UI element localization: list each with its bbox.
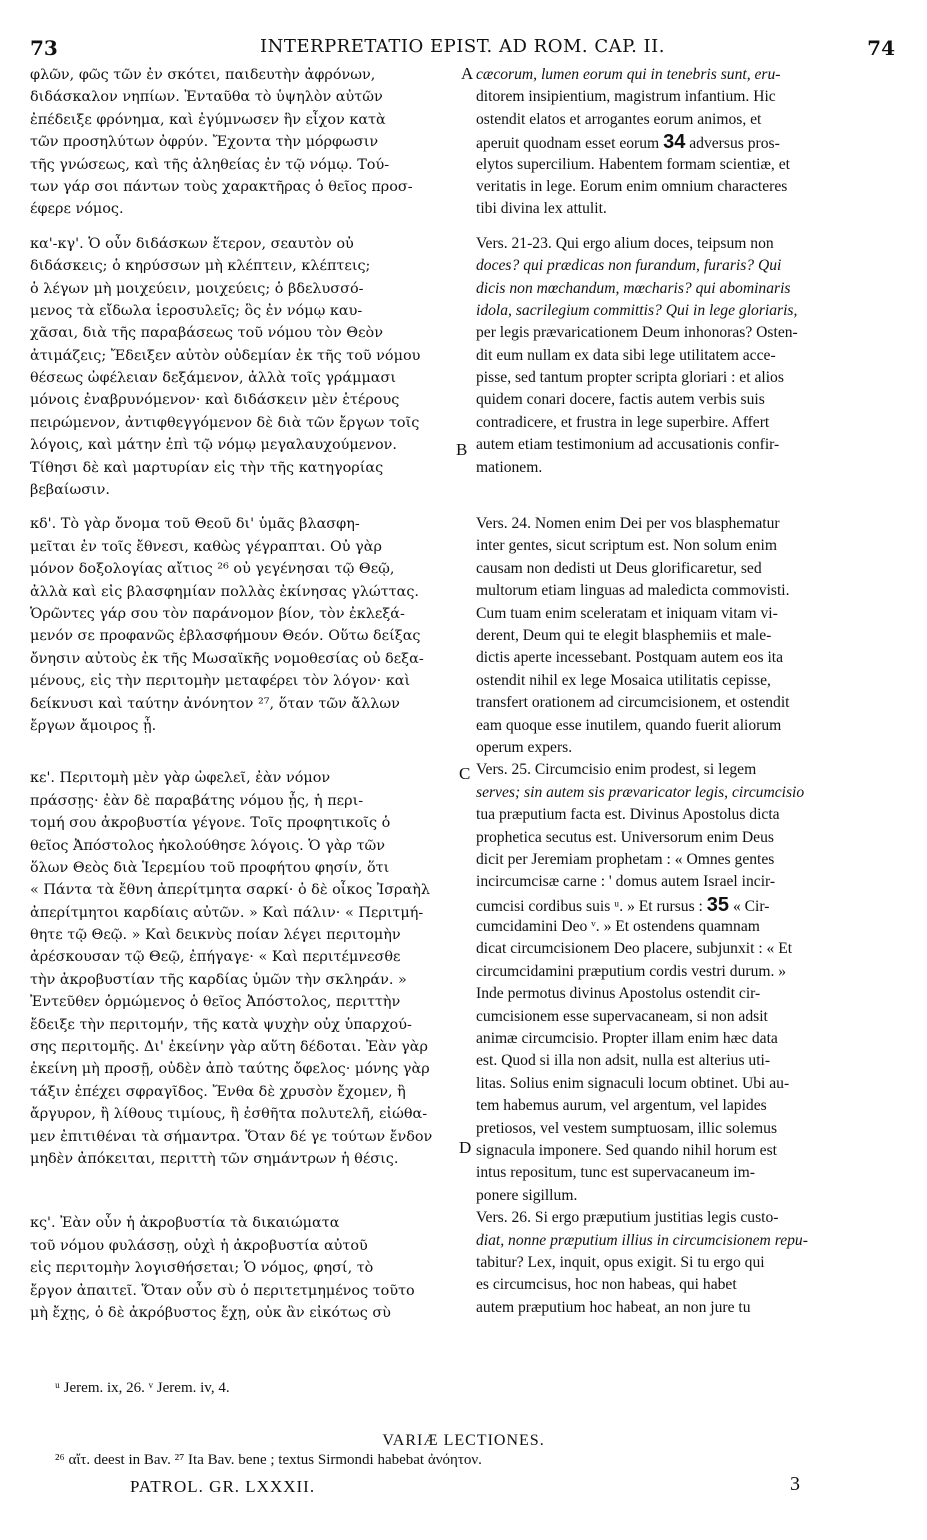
text-line: dicit per Jeremiam prophetam : « Omnes gentes xyxy=(476,850,775,868)
variae-lectiones-text: ²⁶ αἴτ. deest in Bav. ²⁷ Ita Bav. bene ; textus Sirmondi habebat ἀνόητον. xyxy=(55,1452,482,1468)
text-line: autem etiam testimonium ad accusationis confir- xyxy=(476,436,780,454)
text-line: autem præputium hoc habeat, an non jure tu xyxy=(476,1298,751,1316)
text-line: Vers. 25. Circumcisio enim prodest, si legem xyxy=(476,761,757,779)
text-line: ἀπερίτμητοι καρδίαις αὐτῶν. » Καὶ πάλιν· « Περιτμή- xyxy=(30,904,424,921)
text-line: ὅλων Θεὸς διὰ Ἱερεμίου τοῦ προφήτου φησίν, ὅτι xyxy=(30,859,390,876)
text-line: ostendit nihil ex lege Mosaica utilitatis cepisse, xyxy=(476,671,771,689)
text-line: tabitur? Lex, inquit, opus exigit. Si tu ergo qui xyxy=(476,1253,765,1271)
margin-letter-d: D xyxy=(459,1138,472,1157)
text-line: per legis prævaricationem Deum inhonoras? Osten- xyxy=(476,324,798,342)
text-line: ἔργων ἄμοιρος ᾖ. xyxy=(30,717,157,734)
text-line: λόγοις, καὶ μάτην ἐπὶ τῷ νόμῳ μεγαλαυχούμενον. xyxy=(30,437,397,454)
text-line: φλῶν, φῶς τῶν ἐν σκότει, παιδευτὴν ἀφρόνων, xyxy=(30,67,376,83)
greek-block-4 xyxy=(30,767,455,1170)
variae-lectiones-title: VARIÆ LECTIONES. xyxy=(382,1432,545,1449)
text-line: τὴν ἀκροβυστίαν τῆς καρδίας ὑμῶν τὴν σκληράν. » xyxy=(30,971,407,988)
text-line: pisse, sed tantum propter scripta gloriari : et alios xyxy=(476,369,784,387)
latin-block-2 xyxy=(476,233,894,479)
greek-block-3 xyxy=(30,513,455,737)
text-line: πειρώμενον, ἀντιφθεγγόμενον δὲ διὰ τῶν ἔργων τοῖς xyxy=(30,414,420,431)
text-line: ἀλλὰ καὶ εἰς βλασφημίαν πολλὰς ἐκίνησας γλώττας. xyxy=(30,583,419,600)
text-line: σης περιτομῆς. Δι' ἐκείνην γὰρ αὕτη δέδοται. Ἐὰν γὰρ xyxy=(30,1039,428,1056)
latin-column xyxy=(476,64,894,1319)
text-line: ἀρέσκουσαν τῷ Θεῷ, ἐπήγαγε· « Καὶ περιτέμνεσθε xyxy=(30,949,401,966)
text-line: μόνον δοξολογίας αἴτιος ²⁶ οὐ γεγένησαι τῷ Θεῷ, xyxy=(30,561,395,578)
text-line: μηδὲν ἀπόκειται, περιττὴ τῶν σημάντρων ἡ θέσις. xyxy=(30,1150,399,1167)
greek-block-2 xyxy=(30,233,455,502)
text-segment: « Cir- xyxy=(732,897,770,915)
text-line xyxy=(476,131,894,153)
text-line: inter gentes, sicut scriptum est. Non solum enim xyxy=(476,537,778,555)
text-line: τῶν προσηλύτων ὀφρύν. Ἔχοντα τὴν μόρφωσιν xyxy=(30,134,379,151)
margin-letter-b: B xyxy=(456,440,468,459)
text-line: ἐκείνη μὴ προσῇ, οὐδὲν ἀπὸ ταύτης ὄφελος· μόνης γὰρ xyxy=(30,1061,430,1078)
text-line: ὁ λέγων μὴ μοιχεύειν, μοιχεύεις; ὁ βδελυσσό- xyxy=(30,280,364,297)
greek-block-1 xyxy=(30,64,455,221)
text-line: litas. Solius enim signaculi locum obtinet. Ubi au- xyxy=(476,1074,790,1092)
running-title: INTERPRETATIO EPIST. AD ROM. CAP. II. xyxy=(260,36,665,57)
column-marker-35: 35 xyxy=(706,893,730,916)
text-line: μὴ ἔχῃς, ὁ δὲ ἀκρόβυστος ἔχῃ, οὐκ ἂν εἰκότως σὺ xyxy=(30,1304,391,1321)
text-line: διδάσκεις; ὁ κηρύσσων μὴ κλέπτειν, κλέπτεις; xyxy=(30,258,371,275)
text-line: serves; sin autem sis prævaricator legis, circumcisio xyxy=(476,783,805,801)
text-line: δείκνυσι καὶ ταύτην ἀνόνητον ²⁷, ὅταν τῶν ἄλλων xyxy=(30,695,400,712)
text-line: πράσσῃς· ἐὰν δὲ παραβάτης νόμου ᾖς, ἡ περι- xyxy=(30,792,364,809)
text-line: intus repositum, tunc est supervacaneum im- xyxy=(476,1164,755,1182)
latin-block-1 xyxy=(476,64,894,221)
margin-letter-a: A xyxy=(461,64,474,83)
text-line: ponere sigillum. xyxy=(476,1186,578,1204)
text-line: βεβαίωσιν. xyxy=(30,482,110,499)
greek-block-5 xyxy=(30,1212,455,1324)
text-line: cæcorum, lumen eorum qui in tenebris sunt, eru- xyxy=(476,66,781,83)
text-line: μενόν σε προφανῶς ἐβλασφήμουν Θεόν. Οὕτω δείξας xyxy=(30,628,421,645)
text-line: transfert orationem ad circumcisionem, et ostendit xyxy=(476,694,790,712)
text-line: pretiosos, vel vestem sumptuosam, illic solemus xyxy=(476,1119,778,1137)
text-line: dicis non mœchandum, mœcharis? qui abominaris xyxy=(476,279,791,297)
text-line: causam non dedisti ut Deus glorificaretur, sed xyxy=(476,559,762,577)
column-marker-34: 34 xyxy=(663,131,686,154)
latin-block-3 xyxy=(476,513,894,759)
text-segment: aperuit quodnam esset eorum xyxy=(476,135,660,153)
text-line: eam quoque esse inutilem, quando fuerit aliorum xyxy=(476,716,782,734)
text-line: Ἐντεῦθεν ὁρμώμενος ὁ θεῖος Ἀπόστολος, περιττὴν xyxy=(30,994,401,1011)
text-line: Τίθησι δὲ καὶ μαρτυρίαν εἰς τὴν τῆς κατηγορίας xyxy=(30,459,384,476)
text-line: τάξιν ἐπέχει σφραγῖδος. Ἔνθα δὲ χρυσὸν ἔχομεν, ἢ xyxy=(30,1083,406,1100)
text-line: ἔδειξε τὴν περιτομήν, τῆς κατὰ ψυχὴν οὐχ ὑπαρχού- xyxy=(30,1016,412,1033)
text-line: μεν ἐπιτιθέναι τὰ σήμαντρα. Ὅταν δέ γε τούτων ἔνδον xyxy=(30,1128,433,1145)
text-line: operum expers. xyxy=(476,738,573,756)
page-header xyxy=(30,36,895,60)
text-line: Inde permotus divinus Apostolus ostendit cir- xyxy=(476,985,761,1003)
page-number-left: 73 xyxy=(30,36,58,60)
text-line: ἔργον ἀπαιτεῖ. Ὅταν οὖν σὺ ὁ περιτετμημένος τοῦτο xyxy=(30,1282,415,1299)
text-line: Ὁρῶντες γάρ σου τὸν παράνομον βίον, τὸν ἐκλεξά- xyxy=(30,605,405,622)
greek-column xyxy=(30,64,455,1324)
text-line: doces? qui prædicas non furandum, furaris? Qui xyxy=(476,257,782,275)
patrology-signature: PATROL. GR. LXXXII. xyxy=(130,1477,316,1496)
gathering-signature: 3 xyxy=(790,1473,800,1495)
text-line: τῆς γνώσεως, καὶ τῆς ἀληθείας ἐν τῷ νόμῳ. Τού- xyxy=(30,156,390,173)
text-line: tibi divina lex attulit. xyxy=(476,200,607,218)
text-line: ἄργυρον, ἢ λίθους τιμίους, ἢ ἐσθῆτα πολυτελῆ, εἰώθα- xyxy=(30,1106,428,1123)
text-line: ostendit elatos et arrogantes eorum animos, et xyxy=(476,110,762,128)
text-line: signacula imponere. Sed quando nihil horum est xyxy=(476,1141,777,1159)
text-line: multorum etiam linguas ad maledicta commovisti. xyxy=(476,582,790,600)
text-line: es circumcisus, hoc non habeas, qui habet xyxy=(476,1276,737,1294)
text-line: derent, Deum qui te elegit blasphemiis et male- xyxy=(476,626,772,644)
text-line: εἰς περιτομὴν λογισθήσεται; Ὁ νόμος, φησί, τὸ xyxy=(30,1260,374,1277)
text-line: έφερε νόμος. xyxy=(30,201,124,218)
text-line: tem habemus aurum, vel argentum, vel lapides xyxy=(476,1097,767,1115)
text-line: animæ circumcisio. Propter illam enim hæc data xyxy=(476,1030,778,1048)
text-line: quidem conari docere, factis autem verbis suis xyxy=(476,391,765,409)
text-line: τομή σου ἀκροβυστία γέγονε. Τοῖς προφητικοῖς ὁ xyxy=(30,815,391,832)
text-line: idola, sacrilegium committis? Qui in lege gloriaris, xyxy=(476,301,798,319)
text-line: veritatis in lege. Eorum enim omnium characteres xyxy=(476,177,788,195)
text-line: μόνοις ἐναβρυνόμενον· καὶ διδάσκειν μὲν ἑτέρους xyxy=(30,392,400,409)
text-line: cumcidamini Deo ᵛ. » Et ostendens quamnam xyxy=(476,918,760,936)
text-line: diat, nonne præputium illius in circumcisionem repu- xyxy=(476,1231,808,1249)
text-line: elytos supercilium. Habentem formam scientiæ, et xyxy=(476,155,790,173)
text-line: est. Quod si illa non adsit, nulla est alterius uti- xyxy=(476,1052,771,1070)
text-segment: adversus pros- xyxy=(689,135,780,153)
text-line: θητε τῷ Θεῷ. » Καὶ δεικνὺς ποίαν λέγει περιτομὴν xyxy=(30,927,401,944)
text-line: ἐπέδειξε φρόνημα, καὶ ἐγύμνωσεν ἣν εἶχον κατὰ xyxy=(30,111,386,128)
text-line xyxy=(476,894,894,916)
text-line: incircumcisæ carne : ' domus autem Israel incir- xyxy=(476,873,776,891)
text-line: των γάρ σοι πάντων τοὺς χαρακτῆρας ὁ θεῖος προσ- xyxy=(30,178,413,195)
text-line: ditorem insipientium, magistrum infantium. Hic xyxy=(476,88,776,106)
text-line: Cum tuam enim sceleratam et iniquam vitam vi- xyxy=(476,604,778,622)
margin-letter-c: C xyxy=(459,764,471,783)
text-line: θεῖος Ἀπόστολος ἠκολούθησε λόγοις. Ὁ γὰρ τῶν xyxy=(30,837,386,854)
text-line: κε'. Περιτομὴ μὲν γὰρ ὠφελεῖ, ἐὰν νόμον xyxy=(30,770,331,787)
text-line: cumcisionem esse supervacaneam, si non adsit xyxy=(476,1007,768,1025)
text-line: Vers. 26. Si ergo præputium justitias legis custo- xyxy=(476,1209,779,1227)
text-line: contradicere, et frustra in lege superbire. Affert xyxy=(476,413,770,431)
footnotes: ᵘ Jerem. ix, 26. ᵛ Jerem. iv, 4. xyxy=(55,1380,230,1396)
text-line: χᾶσαι, διὰ τῆς παραβάσεως τοῦ νόμου τὸν Θεὸν xyxy=(30,325,383,342)
latin-block-5 xyxy=(476,1207,894,1319)
text-line: dictis aperte incessebant. Postquam autem eos ita xyxy=(476,649,784,667)
text-line: prophetica secutus est. Universorum enim Deus xyxy=(476,828,774,846)
latin-block-4 xyxy=(476,759,894,1207)
text-line: « Πάντα τὰ ἔθνη ἀπερίτμητα σαρκί· ὁ δὲ οἶκος Ἰσραὴλ xyxy=(30,882,430,899)
text-line: mationem. xyxy=(476,458,543,476)
text-line: μένους, εἰς τὴν περιτομὴν μεταφέρει τὸν λόγον· καὶ xyxy=(30,673,411,690)
text-line: κα'-κγ'. Ὁ οὖν διδάσκων ἕτερον, σεαυτὸν οὐ xyxy=(30,235,354,252)
text-line: ἀτιμάζεις; Ἔδειξεν αὐτὸν οὐδεμίαν ἐκ τῆς τοῦ νόμου xyxy=(30,347,421,364)
text-line: μενος τὰ εἴδωλα ἱεροσυλεῖς; ὃς ἐν νόμῳ καυ- xyxy=(30,302,363,319)
text-line: tua præputium facta est. Divinus Apostolus dicta xyxy=(476,806,780,824)
text-segment: cumcisi cordibus suis ᵘ. » Et rursus : xyxy=(476,897,703,915)
text-line: διδάσκαλον νηπίων. Ἐνταῦθα τὸ ὑψηλὸν αὐτῶν xyxy=(30,89,383,106)
text-line: κδ'. Τὸ γὰρ ὄνομα τοῦ Θεοῦ δι' ὑμᾶς βλασφη- xyxy=(30,516,360,533)
page-number-right: 74 xyxy=(867,36,895,60)
text-line: κς'. Ἐὰν οὖν ἡ ἀκροβυστία τὰ δικαιώματα xyxy=(30,1215,340,1232)
text-line: dit eum nullam ex data sibi lege utilitatem acce- xyxy=(476,346,776,364)
text-line: τοῦ νόμου φυλάσσῃ, οὐχὶ ἡ ἀκροβυστία αὐτοῦ xyxy=(30,1237,368,1254)
text-line: dicat circumcisionem Deo placere, subjunxit : « Et xyxy=(476,940,793,958)
text-line: μεῖται ἐν τοῖς ἔθνεσι, καθὼς γέγραπται. Οὐ γὰρ xyxy=(30,538,382,555)
text-line: ὄνησιν αὐτοὺς ἐκ τῆς Μωσαϊκῆς νομοθεσίας οὐ δεξα- xyxy=(30,650,424,667)
text-line: Vers. 24. Nomen enim Dei per vos blasphematur xyxy=(476,515,780,533)
text-line: circumcidamini præputium cordis vestri durum. » xyxy=(476,962,787,980)
text-line: Vers. 21-23. Qui ergo alium doces, teipsum non xyxy=(476,234,774,252)
text-line: θέσεως ὠφέλειαν δεξάμενον, ἀλλὰ τοῖς γράμμασι xyxy=(30,370,396,387)
